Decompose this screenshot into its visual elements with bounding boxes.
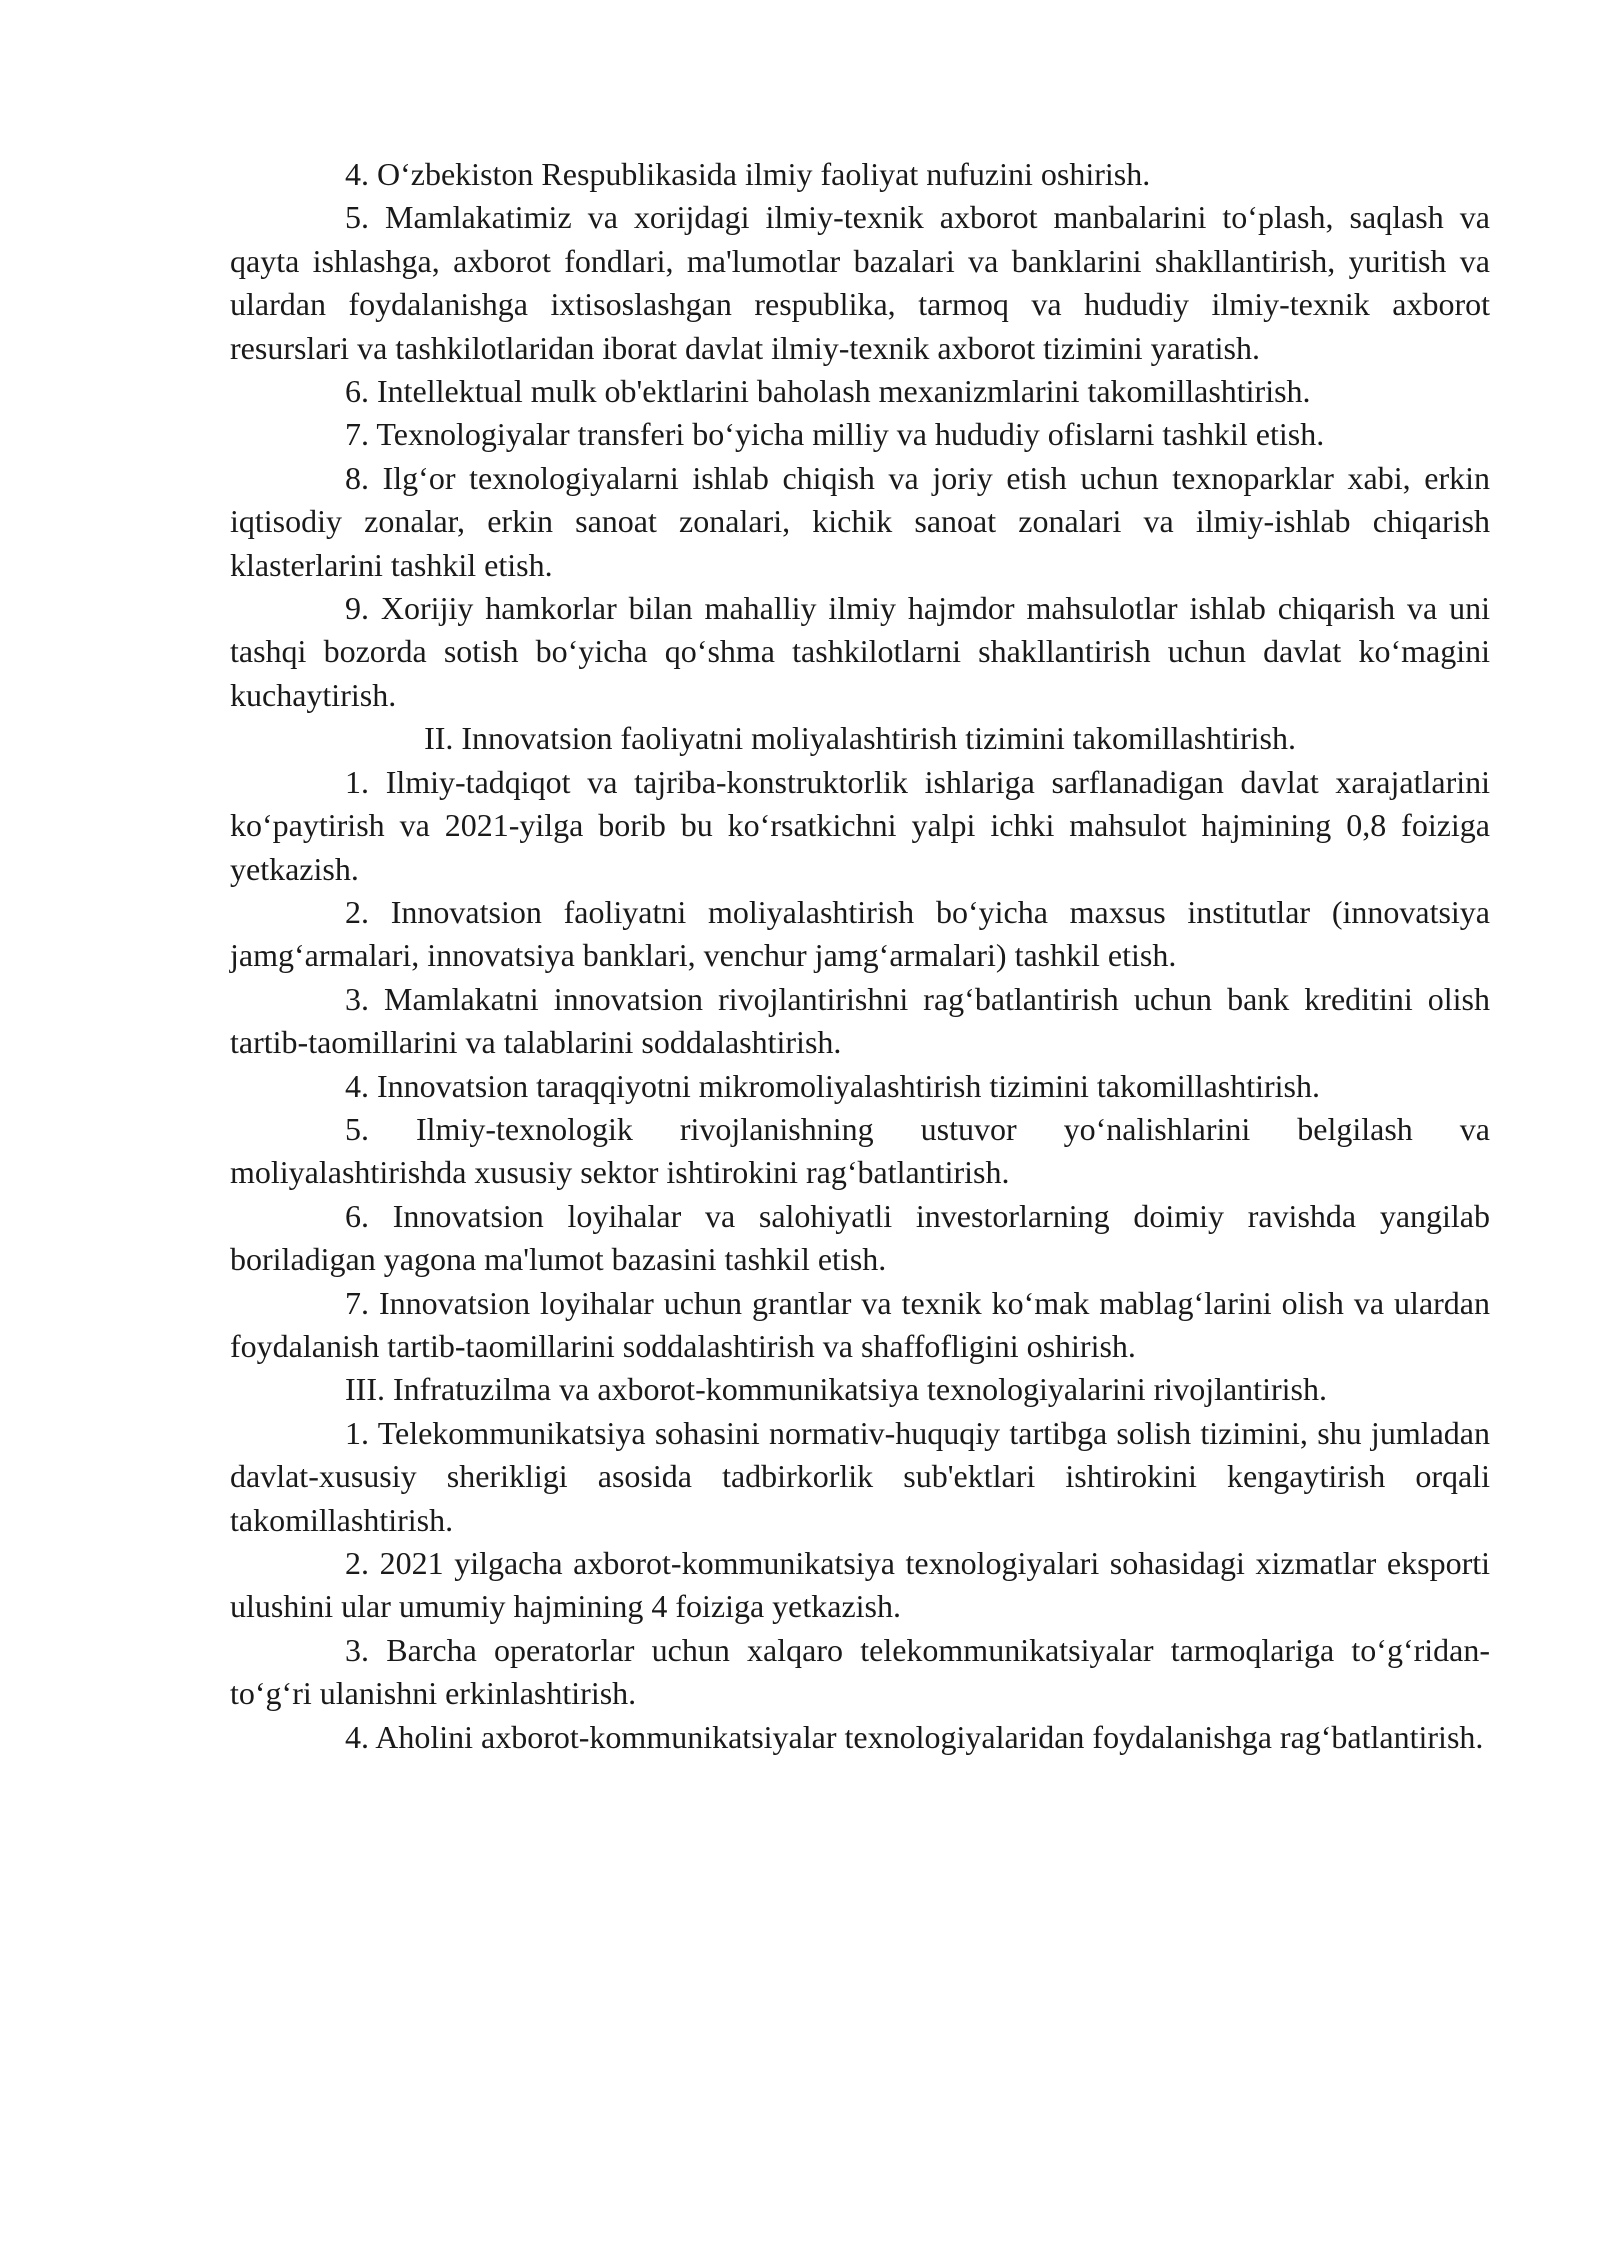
document-body [230,153,1490,1759]
list-item: 4. O‘zbekiston Respublikasida ilmiy faoliyat nufuzini oshirish. [345,156,1151,192]
list-item: 4. Innovatsion taraqqiyotni mikromoliyalashtirish tizimini takomillashtirish. [345,1067,1320,1104]
list-item: 5. Mamlakatimiz va xorijdagi ilmiy-texnik axborot manbalarini to‘plash, saqlash va qayta ishlashga, axborot fondlari, ma'lumotlar bazalari va banklarini shakllantirish, yuritish va ulardan foydalanishga ixtisoslashgan respublika, tarmoq va hududiy ilmiy-texnik axborot resurslari va tashkilotlaridan iborat davlat ilmiy-texnik axborot tizimini yaratish. [230,199,1490,366]
list-item: 1. Telekommunikatsiya sohasini normativ-huquqiy tartibga solish tizimini, shu jumladan davlat-xususiy sherikligi asosida tadbirkorlik sub'ektlari ishtirokini kengaytirish orqali takomillashtirish. [230,1414,1490,1538]
list-item: 6. Innovatsion loyihalar va salohiyatli investorlarning doimiy ravishda yangilab boriladigan yagona ma'lumot bazasini tashkil etish. [230,1197,1490,1278]
list-item: 6. Intellektual mulk ob'ektlarini baholash mexanizmlarini takomillashtirish. [345,373,1311,410]
section-heading: III. Infratuzilma va axborot-kommunikatsiya texnologiyalarini rivojlantirish. [345,1371,1327,1408]
list-item: 4. Aholini axborot-kommunikatsiyalar texnologiyalaridan foydalanishga rag‘batlantirish. [345,1718,1484,1755]
list-item: 8. Ilg‘or texnologiyalarni ishlab chiqish va joriy etish uchun texnoparklar xabi, erkin iqtisodiy zonalar, erkin sanoat zonalari, kichik sanoat zonalari va ilmiy-ishlab chiqarish klasterlarini tashkil etish. [230,459,1490,583]
list-item: 1. Ilmiy-tadqiqot va tajriba-konstruktorlik ishlariga sarflanadigan davlat xarajatlarini ko‘paytirish va 2021-yilga borib bu ko‘rsatkichni yalpi ichki mahsulot hajmining 0,8 foiziga yetkazish. [230,763,1490,887]
list-item: 7. Texnologiyalar transferi bo‘yicha milliy va hududiy ofislarni tashkil etish. [345,416,1325,453]
section-heading: II. Innovatsion faoliyatni moliyalashtirish tizimini takomillashtirish. [424,720,1296,757]
list-item: 2. Innovatsion faoliyatni moliyalashtirish bo‘yicha maxsus institutlar (innovatsiya jamg‘armalari, innovatsiya banklari, venchur jamg‘armalari) tashkil etish. [230,893,1490,974]
list-item: 2. 2021 yilgacha axborot-kommunikatsiya texnologiyalari sohasidagi xizmatlar eksporti ulushini ular umumiy hajmining 4 foiziga yetkazish. [230,1545,1490,1625]
list-item: 3. Barcha operatorlar uchun xalqaro telekommunikatsiyalar tarmoqlariga to‘g‘ridan-to‘g‘ri ulanishni erkinlashtirish. [230,1631,1490,1712]
list-item: 5. Ilmiy-texnologik rivojlanishning ustuvor yo‘nalishlarini belgilash va moliyalashtirishda xususiy sektor ishtirokini rag‘batlantirish. [230,1110,1490,1191]
list-item: 7. Innovatsion loyihalar uchun grantlar va texnik ko‘mak mablag‘larini olish va ulardan foydalanish tartib-taomillarini soddalashtirish va shaffofligini oshirish. [230,1284,1490,1364]
list-item: 3. Mamlakatni innovatsion rivojlantirishni rag‘batlantirish uchun bank kreditini olish tartib-taomillarini va talablarini soddalashtirish. [230,980,1490,1061]
list-item: 9. Xorijiy hamkorlar bilan mahalliy ilmiy hajmdor mahsulotlar ishlab chiqarish va uni tashqi bozorda sotish bo‘yicha qo‘shma tashkilotlarni shakllantirish uchun davlat ko‘magini kuchaytirish. [230,590,1490,713]
